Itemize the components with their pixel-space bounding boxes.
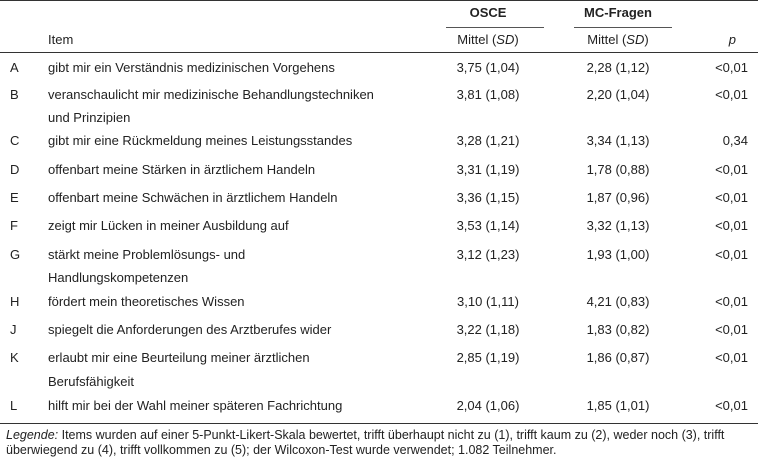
- row-item: fördert mein theoretisches Wissen: [48, 294, 245, 309]
- header-mc-fragen: MC-Fragen: [584, 5, 652, 20]
- legend-text: Items wurden auf einer 5-Punkt-Likert-Skala bewertet, trifft überhaupt nicht zu (1), trifft kaum zu (2), weder noch (3), trifft überwiegend zu (4), trifft vollkommen zu (5); der Wilcoxon-Test wurde verwendet; 1.082 Teilnehmer.: [6, 428, 725, 457]
- table-bottom-rule: [0, 423, 758, 424]
- row-letter: J: [10, 322, 17, 337]
- row-p: <0,01: [715, 60, 748, 75]
- row-p: <0,01: [715, 162, 748, 177]
- row-item: stärkt meine Problemlösungs- und: [48, 247, 246, 262]
- row-item: gibt mir ein Verständnis medizinischen Vorgehens: [48, 60, 335, 75]
- row-letter: B: [10, 87, 19, 102]
- row-mc: 2,20 (1,04): [586, 87, 650, 102]
- header-osce-mean-label: Mittel: [457, 32, 489, 47]
- row-letter: A: [10, 60, 19, 75]
- row-osce: 3,10 (1,11): [457, 294, 519, 309]
- row-letter: H: [10, 294, 20, 309]
- row-p: <0,01: [715, 294, 748, 309]
- table-legend: [6, 428, 754, 458]
- row-osce: 2,85 (1,19): [456, 350, 520, 365]
- header-osce-sd: SD: [496, 32, 515, 47]
- row-mc: 3,32 (1,13): [586, 218, 650, 233]
- row-p: <0,01: [715, 247, 748, 262]
- row-p: <0,01: [715, 190, 748, 205]
- row-p: 0,34: [722, 133, 748, 148]
- row-osce: 3,12 (1,23): [456, 247, 520, 262]
- row-mc: 4,21 (0,83): [586, 294, 650, 309]
- row-osce: 3,28 (1,21): [456, 133, 520, 148]
- row-mc: 1,85 (1,01): [586, 398, 650, 413]
- table-top-rule: [0, 0, 758, 1]
- row-letter: L: [10, 398, 18, 413]
- row-mc: 1,93 (1,00): [586, 247, 650, 262]
- header-mc-mean: Mittel (SD): [587, 32, 649, 47]
- row-mc: 1,78 (0,88): [586, 162, 650, 177]
- osce-group-rule: [446, 27, 544, 28]
- row-mc: 1,86 (0,87): [586, 350, 650, 365]
- row-osce: 3,75 (1,04): [456, 60, 520, 75]
- row-osce: 3,53 (1,14): [456, 218, 520, 233]
- row-osce: 3,22 (1,18): [456, 322, 520, 337]
- row-mc: 3,34 (1,13): [586, 133, 650, 148]
- header-p: [729, 32, 736, 48]
- legend-label: Legende:: [6, 428, 59, 442]
- row-letter: D: [10, 162, 20, 177]
- row-item: veranschaulicht mir medizinische Behandlungstechniken: [48, 87, 374, 102]
- row-letter: G: [10, 247, 21, 262]
- row-letter: K: [10, 350, 19, 365]
- row-letter: F: [10, 218, 18, 233]
- row-item: offenbart meine Schwächen in ärztlichem Handeln: [48, 190, 338, 205]
- header-osce: OSCE: [469, 5, 507, 20]
- row-osce: 3,31 (1,19): [456, 162, 520, 177]
- row-item: gibt mir eine Rückmeldung meines Leistungsstandes: [48, 133, 353, 148]
- header-osce-mean: Mittel (SD): [457, 32, 519, 47]
- row-osce: 2,04 (1,06): [456, 398, 520, 413]
- row-item: erlaubt mir eine Beurteilung meiner ärztlichen: [48, 350, 310, 365]
- row-mc: 1,83 (0,82): [586, 322, 650, 337]
- row-p: <0,01: [715, 218, 748, 233]
- row-p: <0,01: [715, 350, 748, 365]
- row-item: zeigt mir Lücken in meiner Ausbildung auf: [48, 218, 289, 233]
- row-mc: 1,87 (0,96): [586, 190, 650, 205]
- header-mc-sd: SD: [626, 32, 645, 47]
- header-p-label: p: [728, 32, 736, 47]
- row-letter: E: [10, 190, 19, 205]
- row-p: <0,01: [715, 322, 748, 337]
- row-p: <0,01: [715, 398, 748, 413]
- header-item: Item: [48, 32, 74, 47]
- header-mc-mean-label: Mittel: [587, 32, 619, 47]
- row-item: offenbart meine Stärken in ärztlichem Handeln: [48, 162, 316, 177]
- row-p: <0,01: [715, 87, 748, 102]
- row-item-continued: Handlungskompetenzen: [48, 270, 189, 285]
- row-item: spiegelt die Anforderungen des Arztberufes wider: [48, 322, 332, 337]
- row-letter: C: [10, 133, 20, 148]
- row-item-continued: Berufsfähigkeit: [48, 374, 134, 389]
- row-item: hilft mir bei der Wahl meiner späteren Fachrichtung: [48, 398, 343, 413]
- mc-group-rule: [574, 27, 672, 28]
- row-mc: 2,28 (1,12): [586, 60, 650, 75]
- row-item-continued: und Prinzipien: [48, 110, 131, 125]
- header-bottom-rule: [0, 52, 758, 53]
- row-osce: 3,36 (1,15): [456, 190, 520, 205]
- row-osce: 3,81 (1,08): [456, 87, 520, 102]
